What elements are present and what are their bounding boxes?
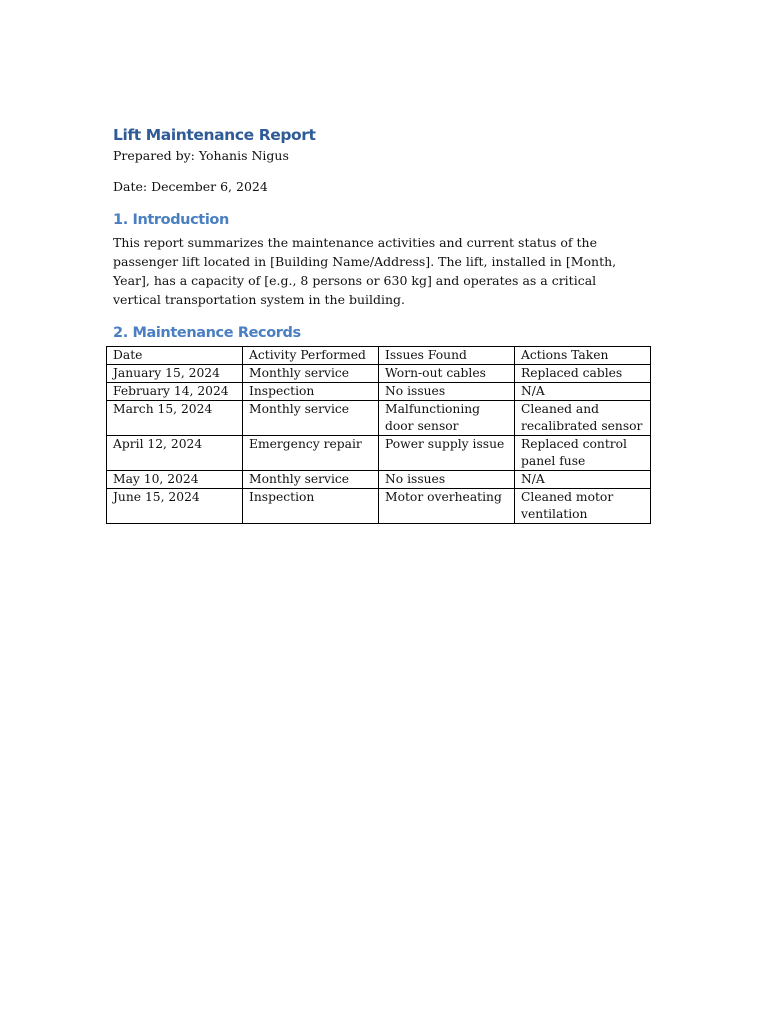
- table-cell-date: April 12, 2024: [107, 436, 243, 471]
- table-cell-actions: N/A: [515, 471, 651, 489]
- prepared-by: Prepared by: Yohanis Nigus: [113, 148, 289, 163]
- maintenance-records-heading: 2. Maintenance Records: [113, 325, 301, 341]
- report-date: Date: December 6, 2024: [113, 179, 268, 194]
- table-cell-date: May 10, 2024: [107, 471, 243, 489]
- header-cell-issues: Issues Found: [379, 347, 515, 365]
- table-cell-actions: Replaced cables: [515, 365, 651, 383]
- maintenance-records-table: [106, 346, 651, 524]
- document-title: Lift Maintenance Report: [113, 126, 316, 144]
- table-cell-date: February 14, 2024: [107, 383, 243, 401]
- table-row: [107, 401, 651, 436]
- header-cell-date: Date: [107, 347, 243, 365]
- table-cell-issues: Power supply issue: [379, 436, 515, 471]
- table-cell-issues: No issues: [379, 471, 515, 489]
- introduction-paragraph: This report summarizes the maintenance activities and current status of the passenger lift located in [Building Name/Address]. The lift, installed in [Month, Year], has a capacity of [e.g., 8 persons or 630 kg] and operates as a critical vertical transportation system in the building.: [113, 235, 617, 307]
- table-cell-activity: Monthly service: [243, 365, 379, 383]
- table-cell-actions: Replaced control panel fuse: [515, 436, 651, 471]
- table-row: [107, 489, 651, 524]
- table-cell-activity: Emergency repair: [243, 436, 379, 471]
- table-cell-activity: Monthly service: [243, 471, 379, 489]
- table-cell-issues: No issues: [379, 383, 515, 401]
- introduction-heading: 1. Introduction: [113, 212, 229, 228]
- table-cell-issues: Motor overheating: [379, 489, 515, 524]
- table-cell-activity: Monthly service: [243, 401, 379, 436]
- table-header-row: [107, 347, 651, 365]
- table-cell-issues: Worn-out cables: [379, 365, 515, 383]
- table-cell-date: June 15, 2024: [107, 489, 243, 524]
- table-cell-activity: Inspection: [243, 489, 379, 524]
- table-row: [107, 436, 651, 471]
- table-row: [107, 365, 651, 383]
- table-cell-issues: Malfunctioning door sensor: [379, 401, 515, 436]
- table-cell-date: January 15, 2024: [107, 365, 243, 383]
- table-cell-actions: N/A: [515, 383, 651, 401]
- document-page: [113, 124, 653, 524]
- table-cell-actions: Cleaned and recalibrated sensor: [515, 401, 651, 436]
- header-cell-activity: Activity Performed: [243, 347, 379, 365]
- table-cell-activity: Inspection: [243, 383, 379, 401]
- table-row: [107, 383, 651, 401]
- table-row: [107, 471, 651, 489]
- table-cell-date: March 15, 2024: [107, 401, 243, 436]
- table-cell-actions: Cleaned motor ventilation: [515, 489, 651, 524]
- header-cell-actions: Actions Taken: [515, 347, 651, 365]
